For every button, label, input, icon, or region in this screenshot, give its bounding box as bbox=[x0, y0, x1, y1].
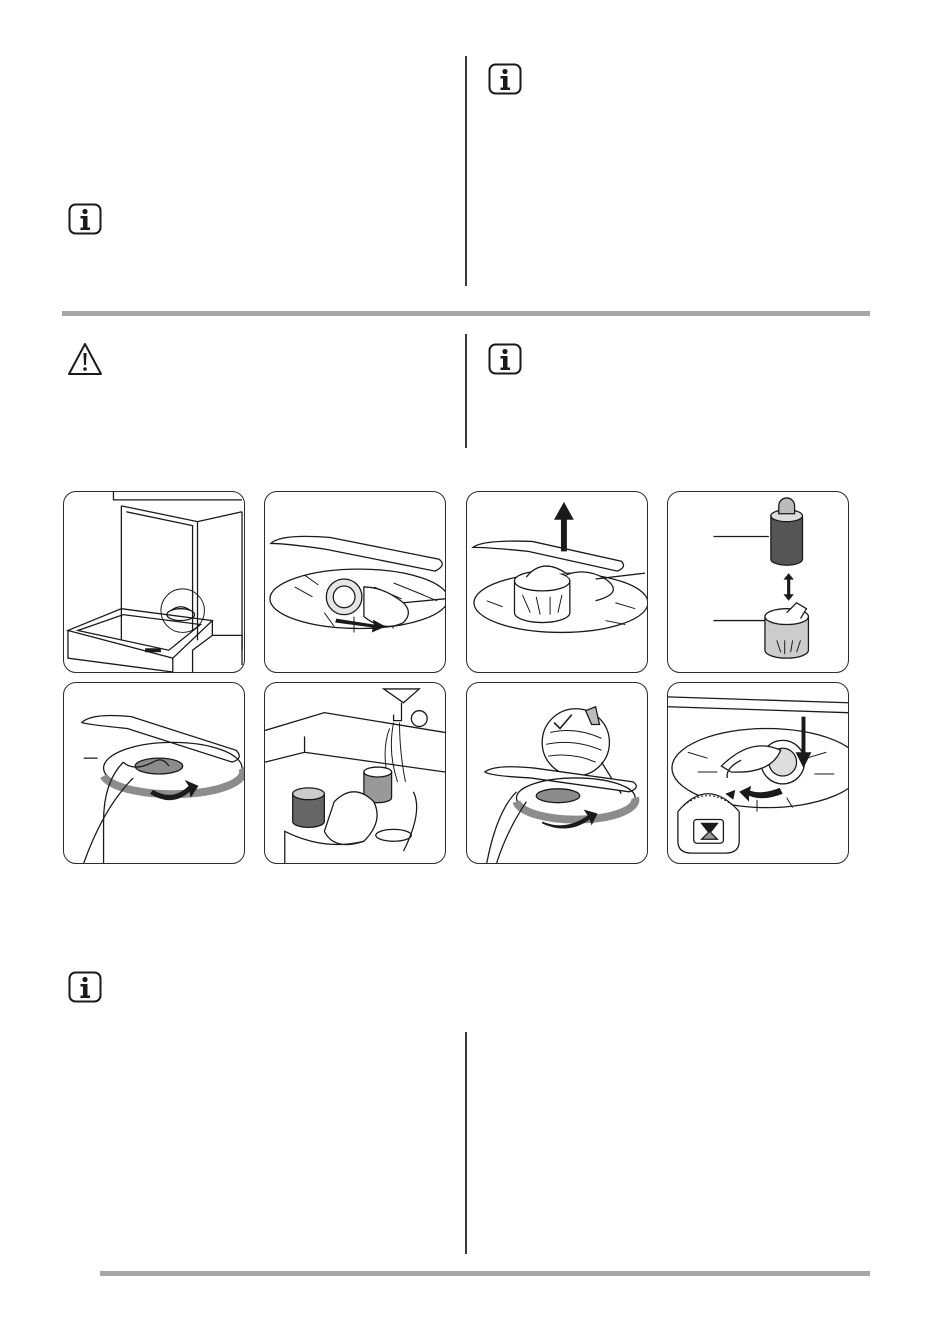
info-icon bbox=[68, 203, 102, 235]
step-8-lock-filter bbox=[667, 682, 849, 864]
info-icon bbox=[488, 343, 522, 375]
column-divider-bottom bbox=[465, 1032, 467, 1254]
step-4-separate-filter-parts bbox=[667, 491, 849, 673]
step-6-rinse-filters bbox=[264, 682, 446, 864]
step-7-reinsert-flat-filter bbox=[466, 682, 648, 864]
footer-rule bbox=[100, 1271, 870, 1276]
section-separator-rule bbox=[62, 311, 870, 316]
step-2-turn-filter-handle bbox=[264, 491, 446, 673]
column-divider-middle bbox=[465, 334, 467, 448]
step-5-remove-flat-filter bbox=[63, 682, 245, 864]
warning-icon bbox=[67, 342, 103, 376]
step-3-lift-filter-out bbox=[466, 491, 648, 673]
column-divider-top bbox=[465, 56, 467, 286]
step-1-open-dishwasher bbox=[63, 491, 245, 673]
info-icon bbox=[68, 971, 102, 1003]
info-icon bbox=[488, 63, 522, 95]
